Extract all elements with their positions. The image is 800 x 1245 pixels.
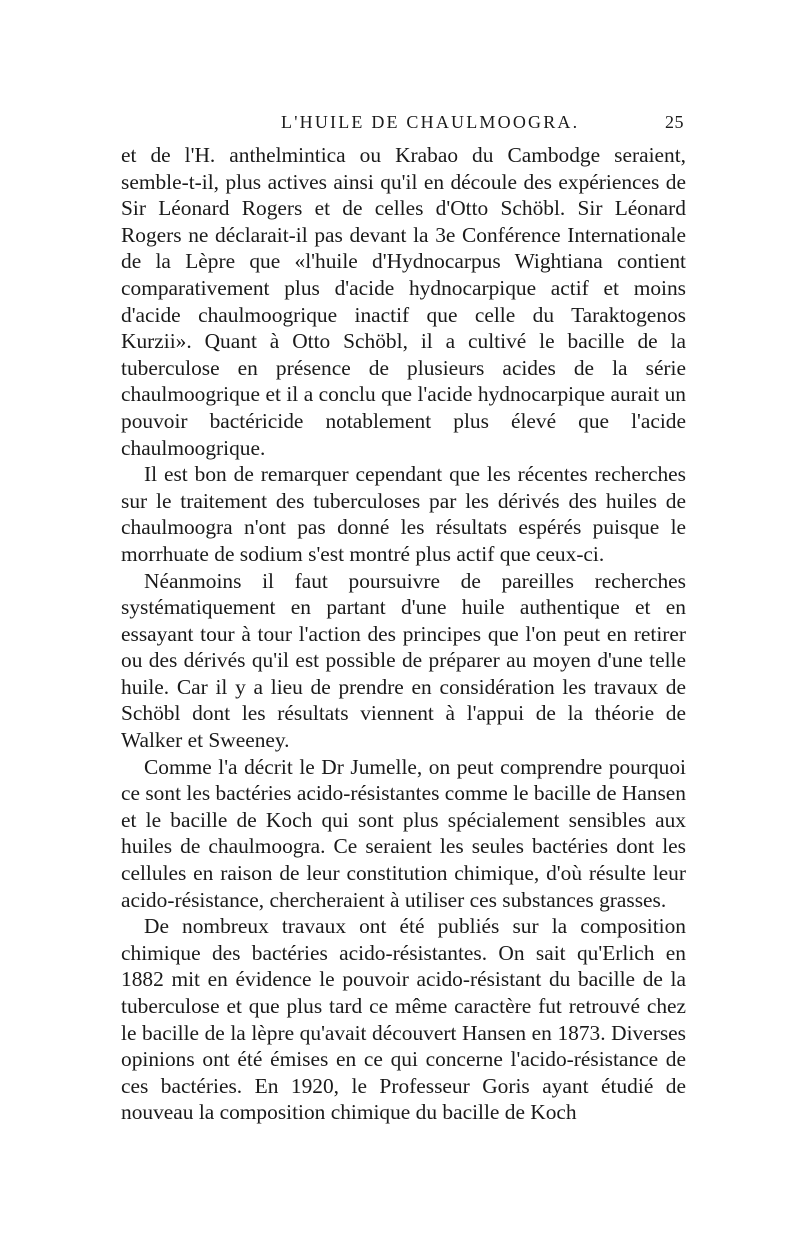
paragraph-jumelle: Comme l'a décrit le Dr Jumelle, on peut comprendre pourquoi ce sont les bactéries acido-résistantes comme le bacille de Hansen et le bacille de Koch qui sont plus spécialement sensibles aux huiles de chaulmoogra. Ce seraient les seules bactéries dont les cellules en raison de leur constitution chimique, d'où résulte leur acido-résistance, chercheraient à utiliser ces substances grasses. [121, 754, 686, 912]
paragraph-composition: De nombreux travaux ont été publiés sur la composition chimique des bactéries acido-résistantes. On sait qu'Erlich en 1882 mit en évidence le pouvoir acido-résistant du bacille de la tuberculose et que plus tard ce même caractère fut retrouvé chez le bacille de la lèpre qu'avait découvert Hansen en 1873. Diverses opinions ont été émises en ce qui concerne l'acido-résistance de ces bactéries. En 1920, le Professeur Goris ayant étudié de nouveau la composition chimique du bacille de Koch [121, 914, 686, 1125]
page-number: 25 [665, 112, 684, 132]
running-title: L'HUILE DE CHAULMOOGRA. [281, 112, 580, 132]
paragraph-continuation: et de l'H. anthelmintica ou Krabao du Cambodge seraient, semble-t-il, plus actives ainsi qu'il en découle des expériences de Sir Léonard Rogers et de celles d'Otto Schöbl. Sir Léonard Rogers ne déclarait-il pas devant la 3e Conférence Internationale de la Lèpre que «l'huile d'Hydnocarpus Wightiana contient comparativement plus d'acide hydnocarpique actif et moins d'acide chaulmoogrique inactif que celle du Taraktogenos Kurzii». Quant à Otto Schöbl, il a cultivé le bacille de la tuberculose en présence de plusieurs acides de la série chaulmoogrique et il a conclu que l'acide hydnocarpique aurait un pouvoir bactéricide notablement plus élevé que l'acide chaulmoogrique. [121, 143, 686, 460]
book-page [121, 112, 686, 1126]
body-text [121, 142, 686, 1126]
paragraph-tuberculoses: Il est bon de remarquer cependant que les récentes recherches sur le traitement des tuberculoses par les dérivés des huiles de chaulmoogra n'ont pas donné les résultats espérés puisque le morrhuate de sodium s'est montré plus actif que ceux-ci. [121, 462, 686, 566]
paragraph-recherches: Néanmoins il faut poursuivre de pareilles recherches systématiquement en partant d'une huile authentique et en essayant tour à tour l'action des principes que l'on peut en retirer ou des dérivés qu'il est possible de préparer au moyen d'une telle huile. Car il y a lieu de prendre en considération les travaux de Schöbl dont les résultats viennent à l'appui de la théorie de Walker et Sweeney. [121, 568, 686, 753]
running-head [121, 112, 686, 142]
